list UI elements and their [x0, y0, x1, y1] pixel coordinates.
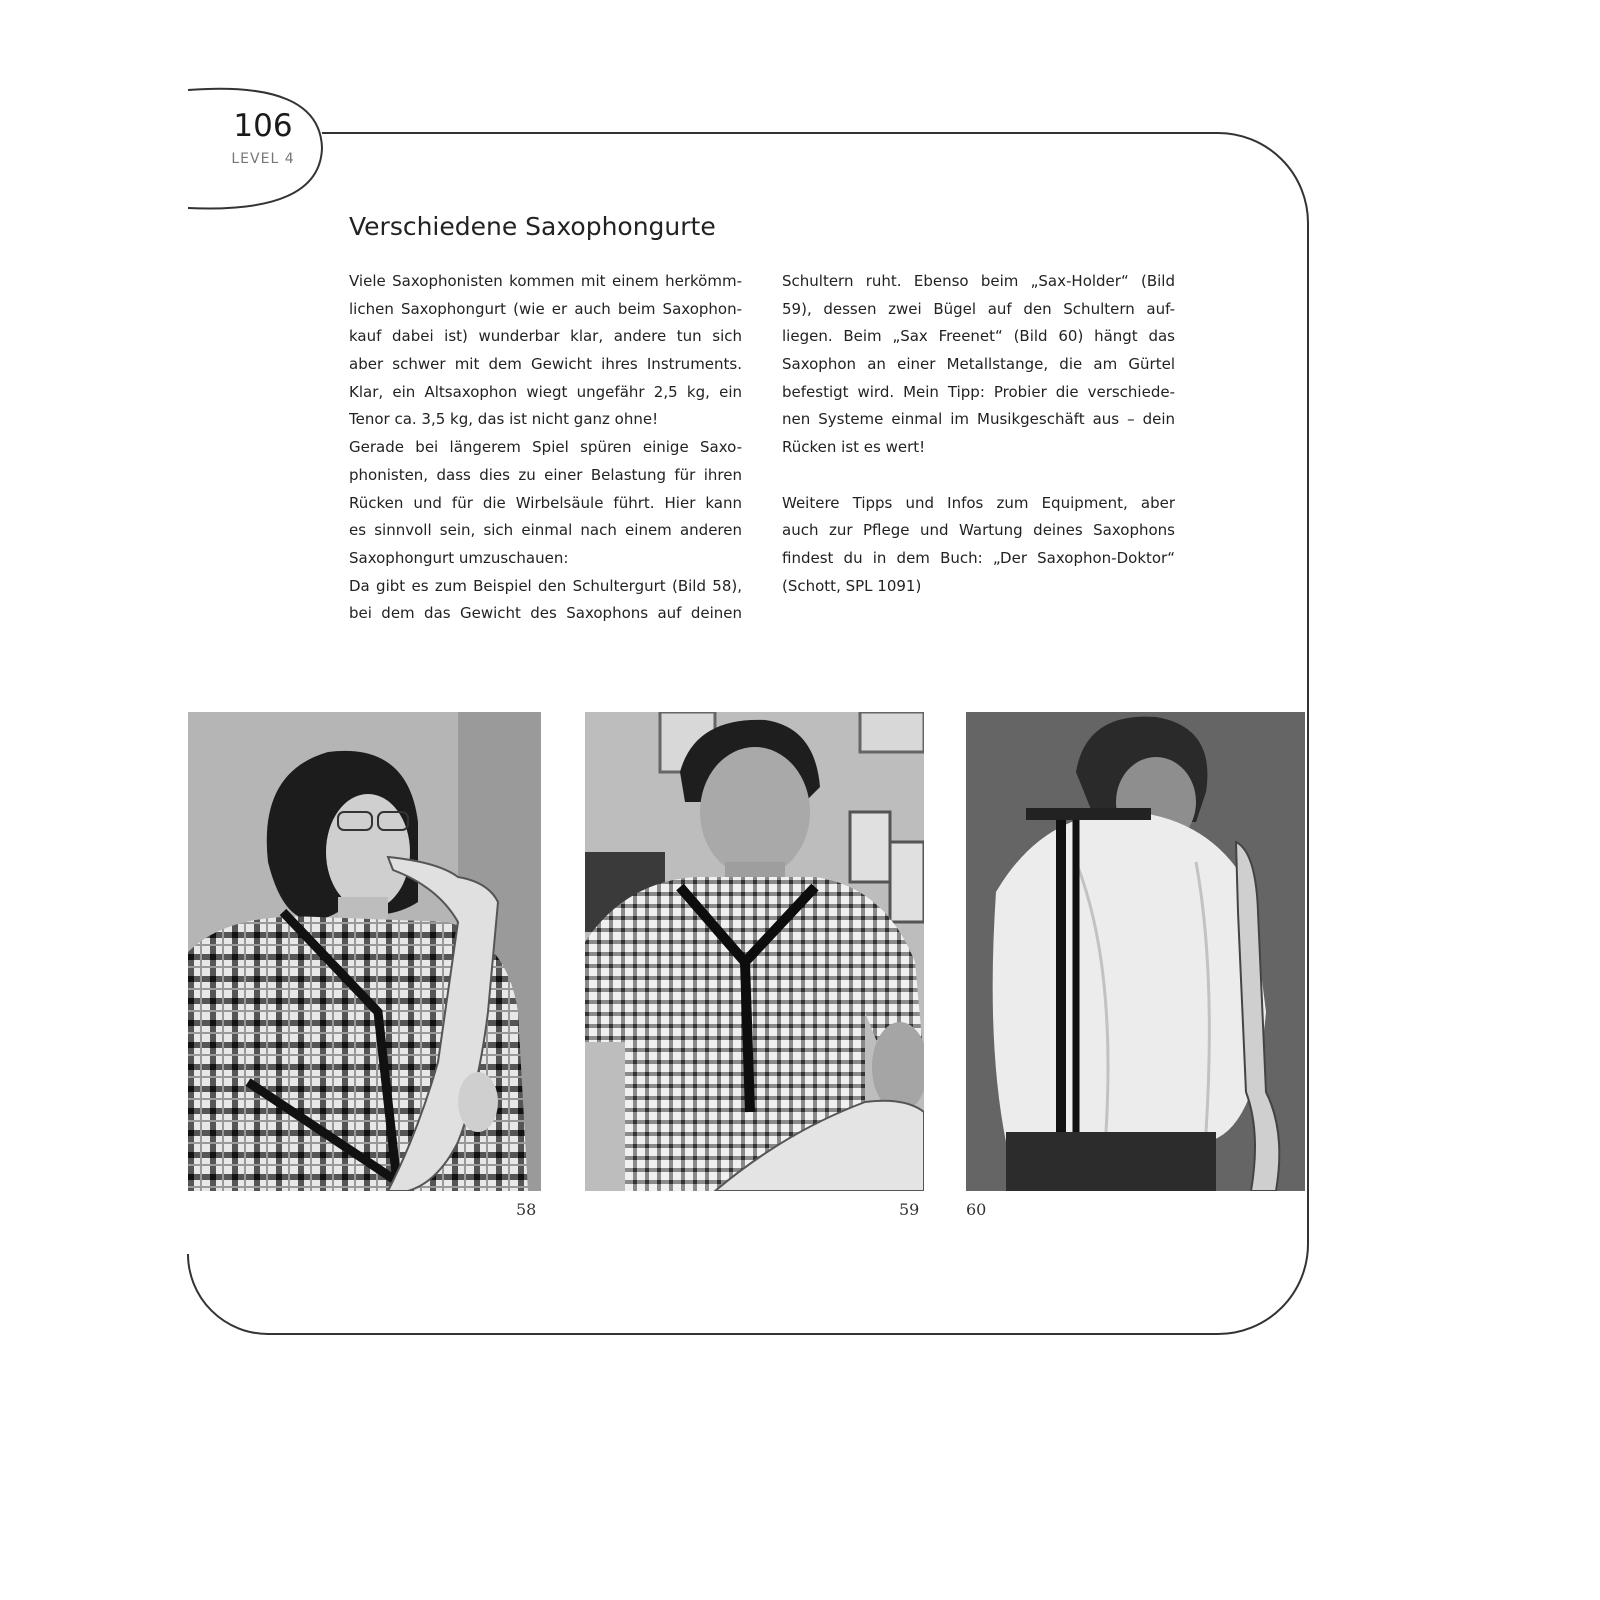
text-line: Klar, ein Altsaxophon wiegt ungefähr 2,5 kg, ein — [349, 382, 742, 401]
text-line: Rücken ist es wert! — [782, 438, 926, 457]
text-line: Tenor ca. 3,5 kg, das ist nicht ganz ohne! — [349, 410, 659, 429]
text-line: lichen Saxophongurt (wie er auch beim Saxophon- — [349, 299, 742, 318]
text-line: (Schott, SPL 1091) — [782, 576, 922, 595]
text-column-right — [782, 268, 1175, 600]
text-line: Viele Saxophonisten kommen mit einem herkömm- — [349, 272, 742, 290]
photo-caption: 58 — [516, 1200, 537, 1219]
text-line: nen Systeme einmal im Musikgeschäft aus – dein — [782, 410, 1175, 429]
paragraph-gap — [782, 462, 1175, 490]
text-line: befestigt wird. Mein Tipp: Probier die verschiede- — [782, 382, 1175, 401]
text-line: bei dem das Gewicht des Saxophons auf deinen — [349, 604, 742, 623]
level-label: LEVEL 4 — [231, 151, 295, 167]
photo-shoulder-strap — [188, 712, 541, 1191]
text-line: Rücken und für die Wirbelsäule führt. Hier kann — [349, 493, 742, 512]
photo-sax-freenet — [966, 712, 1305, 1191]
text-line: Gerade bei längerem Spiel spüren einige Saxo- — [349, 438, 742, 457]
photo-caption: 60 — [966, 1200, 987, 1219]
text-line: findest du in dem Buch: „Der Saxophon-Doktor“ — [782, 548, 1175, 567]
text-line: Saxophongurt umzuschauen: — [349, 548, 569, 567]
text-line: 59), dessen zwei Bügel auf den Schultern auf- — [782, 299, 1175, 318]
text-line: Da gibt es zum Beispiel den Schultergurt (Bild 58), — [349, 576, 742, 595]
photo-caption: 59 — [899, 1200, 920, 1219]
text-line: liegen. Beim „Sax Freenet“ (Bild 60) hängt das — [782, 327, 1175, 346]
text-line: Saxophon an einer Metallstange, die am Gürtel — [782, 355, 1175, 374]
text-line: Schultern ruht. Ebenso beim „Sax-Holder“ (Bild — [782, 272, 1175, 290]
text-line: aber schwer mit dem Gewicht ihres Instruments. — [349, 355, 742, 374]
text-line: Weitere Tipps und Infos zum Equipment, aber — [782, 493, 1175, 512]
text-line: kauf dabei ist) wunderbar klar, andere tun sich — [349, 327, 742, 346]
page-number: 106 — [233, 108, 293, 144]
text-line: auch zur Pflege und Wartung deines Saxophons — [782, 521, 1175, 540]
section-title: Verschiedene Saxophongurte — [349, 212, 716, 241]
text-line: phonisten, dass dies zu einer Belastung für ihren — [349, 465, 742, 484]
photo-sax-holder — [585, 712, 924, 1191]
text-column-left — [349, 268, 742, 628]
text-line: es sinnvoll sein, sich einmal nach einem anderen — [349, 521, 742, 540]
